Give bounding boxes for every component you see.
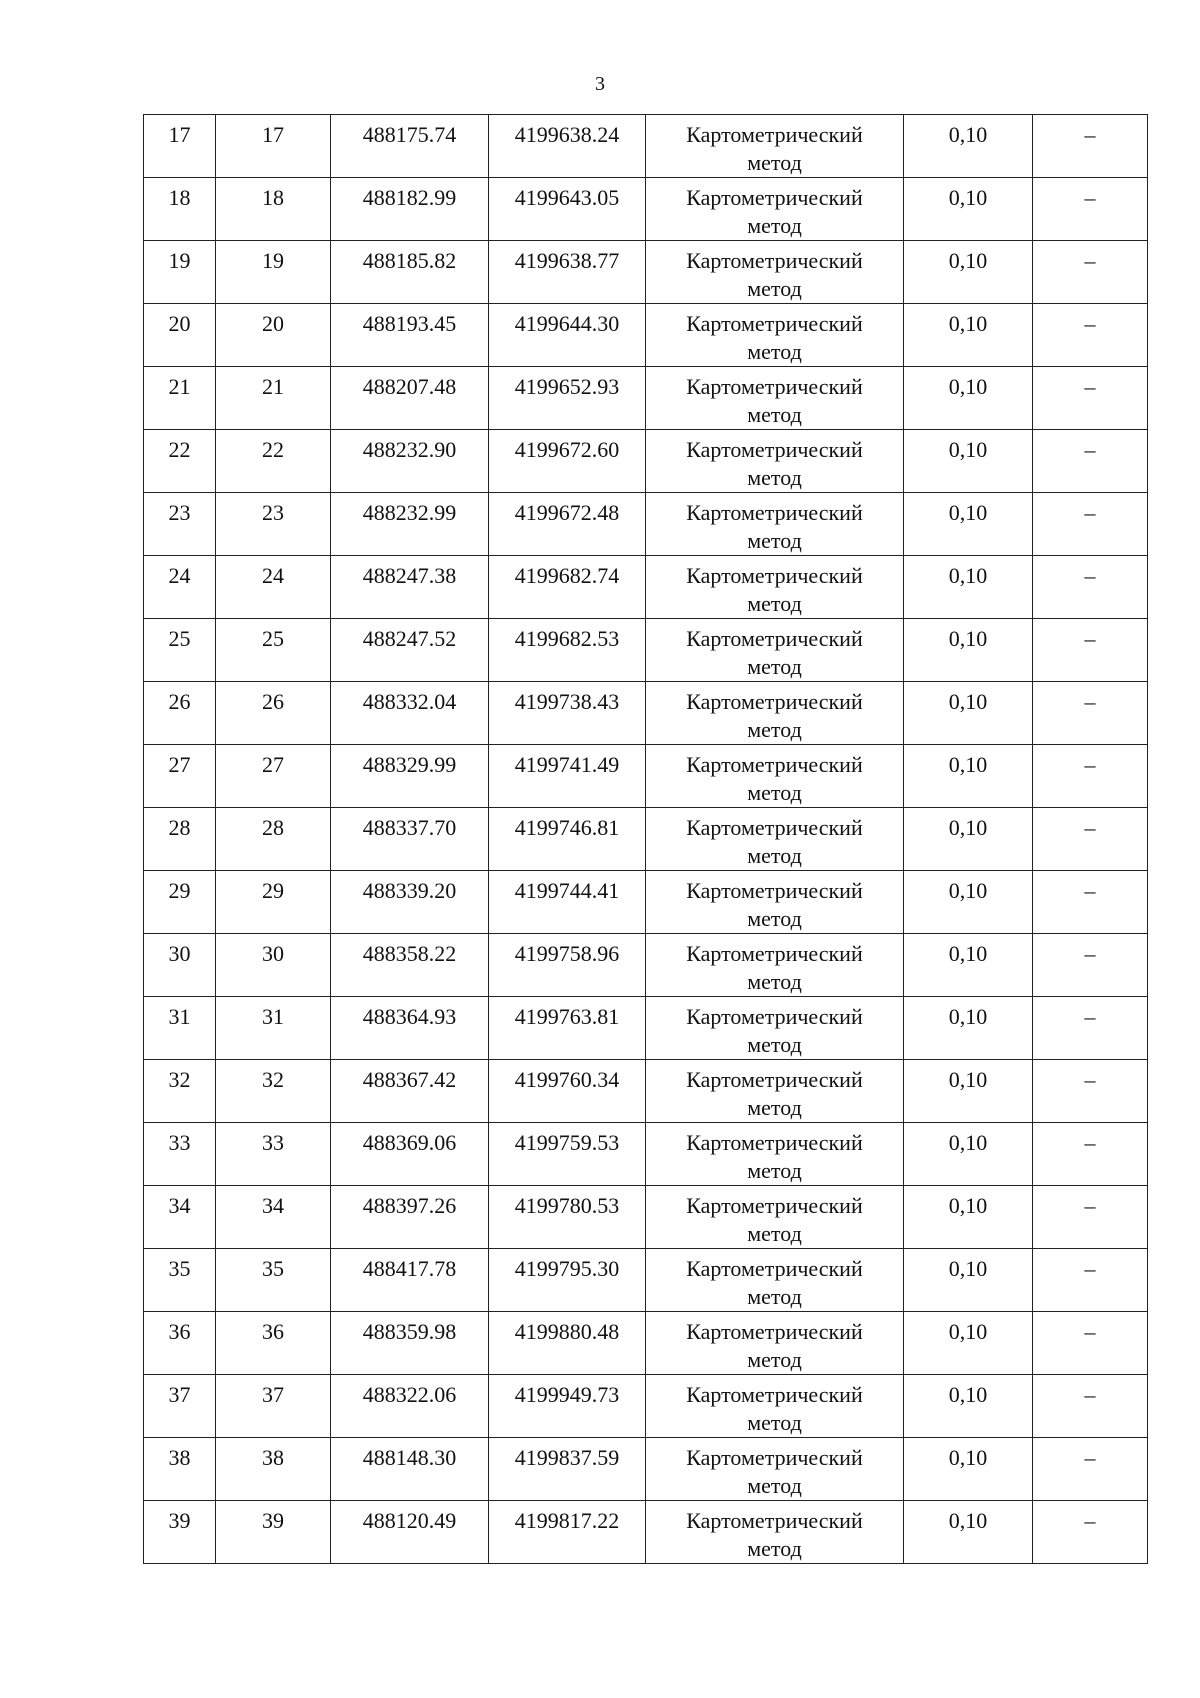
point-number-cell: 21 (144, 367, 216, 430)
accuracy-cell: 0,10 (904, 1060, 1033, 1123)
point-number-cell: 25 (144, 619, 216, 682)
coordinate-y-cell: 4199746.81 (489, 808, 646, 871)
accuracy-cell: 0,10 (904, 1123, 1033, 1186)
method-cell (646, 178, 904, 241)
coordinate-x-cell: 488358.22 (331, 934, 489, 997)
method-text-line: метод (747, 717, 802, 742)
point-number-alt-cell: 30 (216, 934, 331, 997)
accuracy-cell: 0,10 (904, 1312, 1033, 1375)
point-number-cell: 24 (144, 556, 216, 619)
method-text-line: метод (747, 969, 802, 994)
accuracy-cell: 0,10 (904, 871, 1033, 934)
coordinate-y-cell: 4199682.74 (489, 556, 646, 619)
method-cell (646, 115, 904, 178)
point-number-alt-cell: 22 (216, 430, 331, 493)
method-text-line: Картометрический (686, 374, 863, 399)
method-cell (646, 745, 904, 808)
accuracy-cell: 0,10 (904, 808, 1033, 871)
coordinate-y-cell: 4199760.34 (489, 1060, 646, 1123)
table-row (144, 1438, 1148, 1501)
point-number-cell: 37 (144, 1375, 216, 1438)
point-number-alt-cell: 27 (216, 745, 331, 808)
coordinate-y-cell: 4199795.30 (489, 1249, 646, 1312)
accuracy-cell: 0,10 (904, 934, 1033, 997)
coordinate-y-cell: 4199744.41 (489, 871, 646, 934)
coordinate-x-cell: 488397.26 (331, 1186, 489, 1249)
note-cell: – (1033, 1123, 1148, 1186)
table-row (144, 556, 1148, 619)
point-number-cell: 27 (144, 745, 216, 808)
table-row (144, 178, 1148, 241)
coordinate-y-cell: 4199758.96 (489, 934, 646, 997)
method-text-line: метод (747, 1095, 802, 1120)
coordinate-y-cell: 4199672.60 (489, 430, 646, 493)
accuracy-cell: 0,10 (904, 1375, 1033, 1438)
coordinates-table (143, 114, 1148, 1564)
accuracy-cell: 0,10 (904, 115, 1033, 178)
method-text-line: метод (747, 339, 802, 364)
table-row (144, 682, 1148, 745)
coordinate-y-cell: 4199652.93 (489, 367, 646, 430)
table-row (144, 1186, 1148, 1249)
table-row (144, 619, 1148, 682)
coordinate-y-cell: 4199741.49 (489, 745, 646, 808)
coordinate-y-cell: 4199817.22 (489, 1501, 646, 1564)
point-number-alt-cell: 21 (216, 367, 331, 430)
point-number-cell: 26 (144, 682, 216, 745)
point-number-cell: 22 (144, 430, 216, 493)
point-number-alt-cell: 20 (216, 304, 331, 367)
method-text-line: метод (747, 1473, 802, 1498)
note-cell: – (1033, 1186, 1148, 1249)
coordinate-x-cell: 488207.48 (331, 367, 489, 430)
accuracy-cell: 0,10 (904, 619, 1033, 682)
table-row (144, 1249, 1148, 1312)
method-text-line: метод (747, 465, 802, 490)
method-text-line: метод (747, 528, 802, 553)
table-row (144, 1312, 1148, 1375)
method-text-line: Картометрический (686, 1319, 863, 1344)
note-cell: – (1033, 115, 1148, 178)
method-cell (646, 304, 904, 367)
coordinate-y-cell: 4199638.24 (489, 115, 646, 178)
method-text-line: метод (747, 213, 802, 238)
table-row (144, 808, 1148, 871)
note-cell: – (1033, 1438, 1148, 1501)
coordinate-x-cell: 488359.98 (331, 1312, 489, 1375)
method-text-line: Картометрический (686, 815, 863, 840)
table-row (144, 430, 1148, 493)
point-number-alt-cell: 28 (216, 808, 331, 871)
accuracy-cell: 0,10 (904, 178, 1033, 241)
table-row (144, 871, 1148, 934)
table-row (144, 241, 1148, 304)
method-text-line: метод (747, 1284, 802, 1309)
note-cell: – (1033, 304, 1148, 367)
method-cell (646, 682, 904, 745)
method-cell (646, 808, 904, 871)
table-row (144, 934, 1148, 997)
method-text-line: Картометрический (686, 878, 863, 903)
table-row (144, 997, 1148, 1060)
coordinate-y-cell: 4199763.81 (489, 997, 646, 1060)
point-number-alt-cell: 38 (216, 1438, 331, 1501)
method-text-line: метод (747, 1410, 802, 1435)
coordinate-x-cell: 488148.30 (331, 1438, 489, 1501)
method-cell (646, 934, 904, 997)
point-number-alt-cell: 32 (216, 1060, 331, 1123)
method-cell (646, 556, 904, 619)
point-number-cell: 29 (144, 871, 216, 934)
point-number-alt-cell: 19 (216, 241, 331, 304)
coordinate-x-cell: 488232.99 (331, 493, 489, 556)
method-cell (646, 871, 904, 934)
point-number-alt-cell: 35 (216, 1249, 331, 1312)
coordinate-x-cell: 488193.45 (331, 304, 489, 367)
coordinate-y-cell: 4199643.05 (489, 178, 646, 241)
method-text-line: Картометрический (686, 1130, 863, 1155)
point-number-alt-cell: 33 (216, 1123, 331, 1186)
point-number-cell: 33 (144, 1123, 216, 1186)
table-row (144, 1375, 1148, 1438)
method-text-line: метод (747, 1536, 802, 1561)
note-cell: – (1033, 871, 1148, 934)
point-number-alt-cell: 34 (216, 1186, 331, 1249)
coordinate-x-cell: 488367.42 (331, 1060, 489, 1123)
note-cell: – (1033, 241, 1148, 304)
note-cell: – (1033, 1501, 1148, 1564)
method-cell (646, 1060, 904, 1123)
coordinate-x-cell: 488120.49 (331, 1501, 489, 1564)
coordinate-x-cell: 488339.20 (331, 871, 489, 934)
table-row (144, 304, 1148, 367)
note-cell: – (1033, 997, 1148, 1060)
point-number-cell: 34 (144, 1186, 216, 1249)
method-text-line: Картометрический (686, 122, 863, 147)
point-number-alt-cell: 24 (216, 556, 331, 619)
coordinate-x-cell: 488329.99 (331, 745, 489, 808)
point-number-cell: 32 (144, 1060, 216, 1123)
method-text-line: Картометрический (686, 689, 863, 714)
method-text-line: Картометрический (686, 941, 863, 966)
point-number-cell: 19 (144, 241, 216, 304)
method-text-line: метод (747, 591, 802, 616)
accuracy-cell: 0,10 (904, 682, 1033, 745)
table-row (144, 115, 1148, 178)
method-text-line: Картометрический (686, 1508, 863, 1533)
method-text-line: метод (747, 654, 802, 679)
accuracy-cell: 0,10 (904, 493, 1033, 556)
point-number-alt-cell: 25 (216, 619, 331, 682)
accuracy-cell: 0,10 (904, 745, 1033, 808)
method-cell (646, 1312, 904, 1375)
method-cell (646, 430, 904, 493)
method-text-line: Картометрический (686, 1445, 863, 1470)
table-row (144, 1123, 1148, 1186)
point-number-alt-cell: 26 (216, 682, 331, 745)
method-cell (646, 1438, 904, 1501)
point-number-cell: 36 (144, 1312, 216, 1375)
method-text-line: Картометрический (686, 248, 863, 273)
note-cell: – (1033, 682, 1148, 745)
method-text-line: Картометрический (686, 437, 863, 462)
coordinate-x-cell: 488417.78 (331, 1249, 489, 1312)
note-cell: – (1033, 556, 1148, 619)
coordinate-x-cell: 488364.93 (331, 997, 489, 1060)
point-number-cell: 28 (144, 808, 216, 871)
table-row (144, 367, 1148, 430)
point-number-cell: 35 (144, 1249, 216, 1312)
method-text-line: Картометрический (686, 311, 863, 336)
note-cell: – (1033, 1249, 1148, 1312)
accuracy-cell: 0,10 (904, 997, 1033, 1060)
accuracy-cell: 0,10 (904, 556, 1033, 619)
method-cell (646, 619, 904, 682)
accuracy-cell: 0,10 (904, 1186, 1033, 1249)
coordinate-y-cell: 4199682.53 (489, 619, 646, 682)
accuracy-cell: 0,10 (904, 367, 1033, 430)
coordinate-y-cell: 4199638.77 (489, 241, 646, 304)
note-cell: – (1033, 808, 1148, 871)
method-cell (646, 493, 904, 556)
coordinate-x-cell: 488332.04 (331, 682, 489, 745)
table-row (144, 1501, 1148, 1564)
coordinate-y-cell: 4199672.48 (489, 493, 646, 556)
coordinate-y-cell: 4199759.53 (489, 1123, 646, 1186)
method-cell (646, 1249, 904, 1312)
method-cell (646, 1375, 904, 1438)
point-number-alt-cell: 29 (216, 871, 331, 934)
method-text-line: Картометрический (686, 563, 863, 588)
note-cell: – (1033, 1312, 1148, 1375)
point-number-cell: 30 (144, 934, 216, 997)
method-text-line: Картометрический (686, 1256, 863, 1281)
method-text-line: метод (747, 1221, 802, 1246)
coordinate-x-cell: 488322.06 (331, 1375, 489, 1438)
coordinate-y-cell: 4199837.59 (489, 1438, 646, 1501)
accuracy-cell: 0,10 (904, 1249, 1033, 1312)
method-text-line: Картометрический (686, 1067, 863, 1092)
point-number-cell: 20 (144, 304, 216, 367)
method-text-line: метод (747, 843, 802, 868)
point-number-alt-cell: 18 (216, 178, 331, 241)
accuracy-cell: 0,10 (904, 241, 1033, 304)
coordinate-x-cell: 488175.74 (331, 115, 489, 178)
coordinates-table-body (144, 115, 1148, 1564)
method-text-line: метод (747, 1032, 802, 1057)
accuracy-cell: 0,10 (904, 1438, 1033, 1501)
note-cell: – (1033, 745, 1148, 808)
accuracy-cell: 0,10 (904, 304, 1033, 367)
coordinate-y-cell: 4199644.30 (489, 304, 646, 367)
point-number-alt-cell: 31 (216, 997, 331, 1060)
point-number-cell: 23 (144, 493, 216, 556)
coordinate-y-cell: 4199949.73 (489, 1375, 646, 1438)
note-cell: – (1033, 367, 1148, 430)
coordinate-x-cell: 488232.90 (331, 430, 489, 493)
note-cell: – (1033, 619, 1148, 682)
method-text-line: Картометрический (686, 500, 863, 525)
point-number-alt-cell: 37 (216, 1375, 331, 1438)
note-cell: – (1033, 178, 1148, 241)
coordinate-x-cell: 488337.70 (331, 808, 489, 871)
method-text-line: метод (747, 780, 802, 805)
method-cell (646, 1123, 904, 1186)
method-text-line: метод (747, 276, 802, 301)
note-cell: – (1033, 1060, 1148, 1123)
method-text-line: Картометрический (686, 185, 863, 210)
method-text-line: Картометрический (686, 1193, 863, 1218)
coordinate-x-cell: 488247.38 (331, 556, 489, 619)
method-text-line: метод (747, 906, 802, 931)
point-number-cell: 17 (144, 115, 216, 178)
table-row (144, 745, 1148, 808)
page-number: 3 (595, 73, 605, 95)
method-text-line: метод (747, 150, 802, 175)
point-number-cell: 18 (144, 178, 216, 241)
point-number-alt-cell: 39 (216, 1501, 331, 1564)
note-cell: – (1033, 493, 1148, 556)
method-cell (646, 1186, 904, 1249)
table-row (144, 1060, 1148, 1123)
method-text-line: Картометрический (686, 1004, 863, 1029)
method-text-line: метод (747, 1347, 802, 1372)
point-number-cell: 38 (144, 1438, 216, 1501)
coordinate-y-cell: 4199880.48 (489, 1312, 646, 1375)
method-cell (646, 367, 904, 430)
method-text-line: метод (747, 402, 802, 427)
accuracy-cell: 0,10 (904, 1501, 1033, 1564)
method-cell (646, 997, 904, 1060)
coordinate-x-cell: 488185.82 (331, 241, 489, 304)
point-number-alt-cell: 36 (216, 1312, 331, 1375)
note-cell: – (1033, 1375, 1148, 1438)
point-number-alt-cell: 17 (216, 115, 331, 178)
method-text-line: Картометрический (686, 626, 863, 651)
point-number-alt-cell: 23 (216, 493, 331, 556)
method-text-line: Картометрический (686, 752, 863, 777)
point-number-cell: 39 (144, 1501, 216, 1564)
accuracy-cell: 0,10 (904, 430, 1033, 493)
method-cell (646, 1501, 904, 1564)
method-cell (646, 241, 904, 304)
table-row (144, 493, 1148, 556)
method-text-line: метод (747, 1158, 802, 1183)
coordinate-y-cell: 4199780.53 (489, 1186, 646, 1249)
note-cell: – (1033, 430, 1148, 493)
coordinate-x-cell: 488247.52 (331, 619, 489, 682)
point-number-cell: 31 (144, 997, 216, 1060)
coordinate-x-cell: 488182.99 (331, 178, 489, 241)
note-cell: – (1033, 934, 1148, 997)
coordinate-x-cell: 488369.06 (331, 1123, 489, 1186)
method-text-line: Картометрический (686, 1382, 863, 1407)
coordinate-y-cell: 4199738.43 (489, 682, 646, 745)
